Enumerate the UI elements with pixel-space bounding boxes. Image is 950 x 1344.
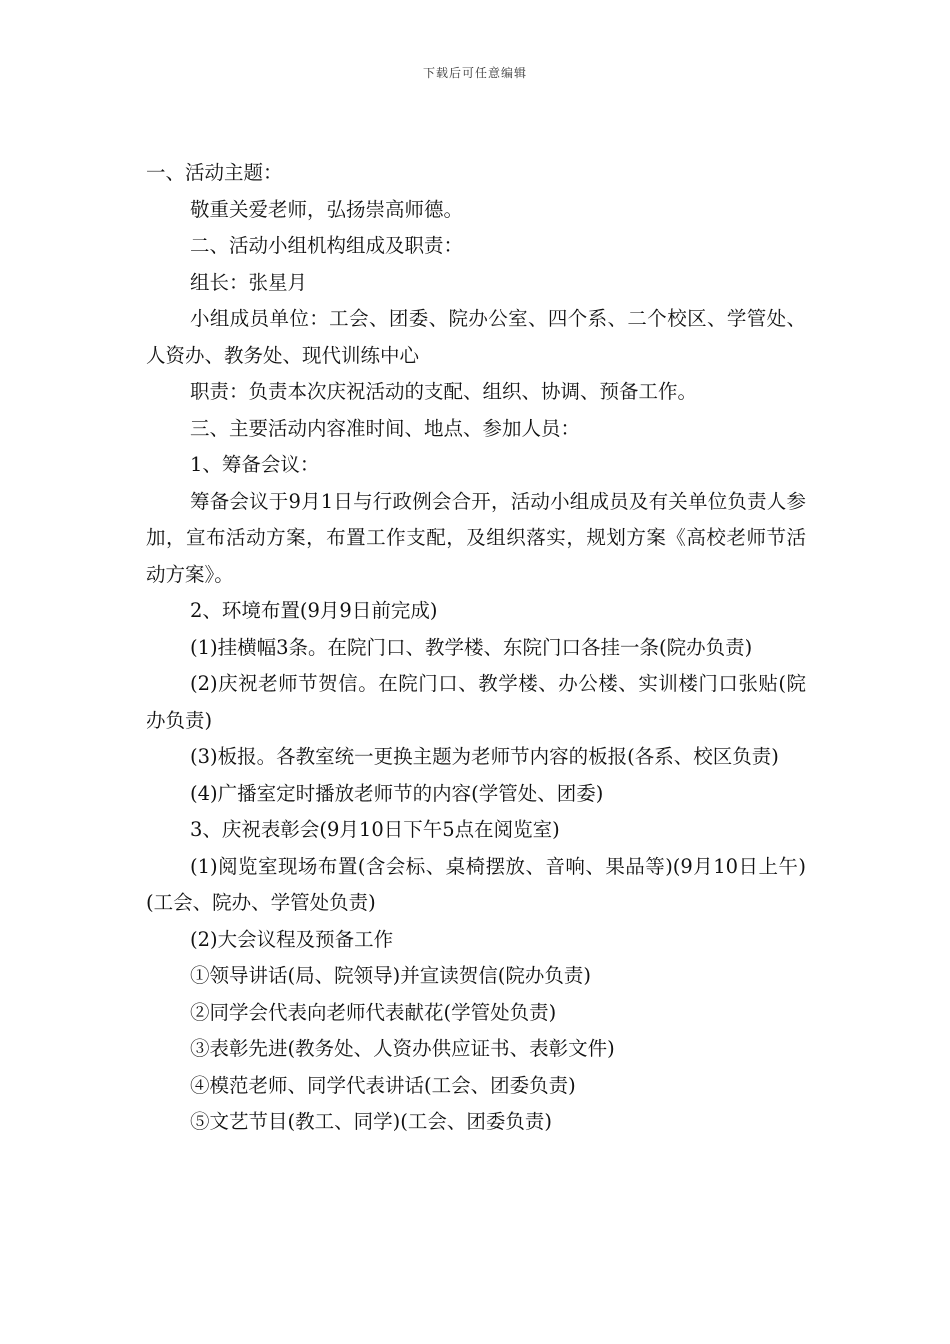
- paragraph-preparatory-meeting: 筹备会议于9月1日与行政例会合开，活动小组成员及有关单位负责人参加，宣布活动方案，布置工作支配，及组织落实，规划方案《高校老师节活动方案》。: [146, 489, 806, 586]
- subheading-celebration-meeting: 3、庆祝表彰会(9月10日下午5点在阅览室): [190, 818, 560, 841]
- document-body: [146, 155, 806, 1141]
- subheading-preparatory-meeting: 1、筹备会议：: [190, 453, 320, 476]
- agenda-item-model-speech: ④模范老师、同学代表讲话(工会、团委负责): [190, 1073, 576, 1097]
- paragraph-member-units: 小组成员单位：工会、团委、院办公室、四个系、二个校区、学管处、人资办、教务处、现代训练中心: [146, 307, 806, 367]
- page-header: 下载后可任意编辑: [422, 66, 527, 80]
- list-item-reading-room-setup: (1)阅览室现场布置(含会标、桌椅摆放、音响、果品等)(9月10日上午)(工会、院办、学管处负责): [146, 854, 806, 914]
- paragraph-theme-text: 敬重关爱老师，弘扬崇高师德。: [190, 197, 464, 221]
- heading-main-activities: 三、主要活动内容准时间、地点、参加人员：: [190, 416, 581, 440]
- heading-organization: 二、活动小组机构组成及职责：: [190, 234, 464, 257]
- agenda-item-flowers: ②同学会代表向老师代表献花(学管处负责): [190, 1000, 557, 1024]
- list-item-agenda: (2)大会议程及预备工作: [190, 927, 394, 951]
- paragraph-duties: 职责：负责本次庆祝活动的支配、组织、协调、预备工作。: [190, 380, 698, 403]
- agenda-item-performance: ⑤文艺节目(教工、同学)(工会、团委负责): [190, 1110, 552, 1133]
- list-item-banners: (1)挂横幅3条。在院门口、教学楼、东院门口各挂一条(院办负责): [190, 635, 753, 659]
- list-item-congratulatory-letter: (2)庆祝老师节贺信。在院门口、教学楼、办公楼、实训楼门口张贴(院办负责): [146, 672, 806, 732]
- list-item-broadcast: (4)广播室定时播放老师节的内容(学管处、团委): [190, 781, 604, 805]
- paragraph-group-leader: 组长：张星月: [190, 270, 308, 294]
- agenda-item-commendation: ③表彰先进(教务处、人资办供应证书、表彰文件): [190, 1037, 615, 1060]
- subheading-environment-setup: 2、环境布置(9月9日前完成): [190, 599, 438, 622]
- list-item-blackboard: (3)板报。各教室统一更换主题为老师节内容的板报(各系、校区负责): [190, 745, 779, 768]
- agenda-item-leader-speech: ①领导讲话(局、院领导)并宣读贺信(院办负责): [190, 964, 591, 987]
- heading-activity-theme: 一、活动主题：: [146, 161, 283, 184]
